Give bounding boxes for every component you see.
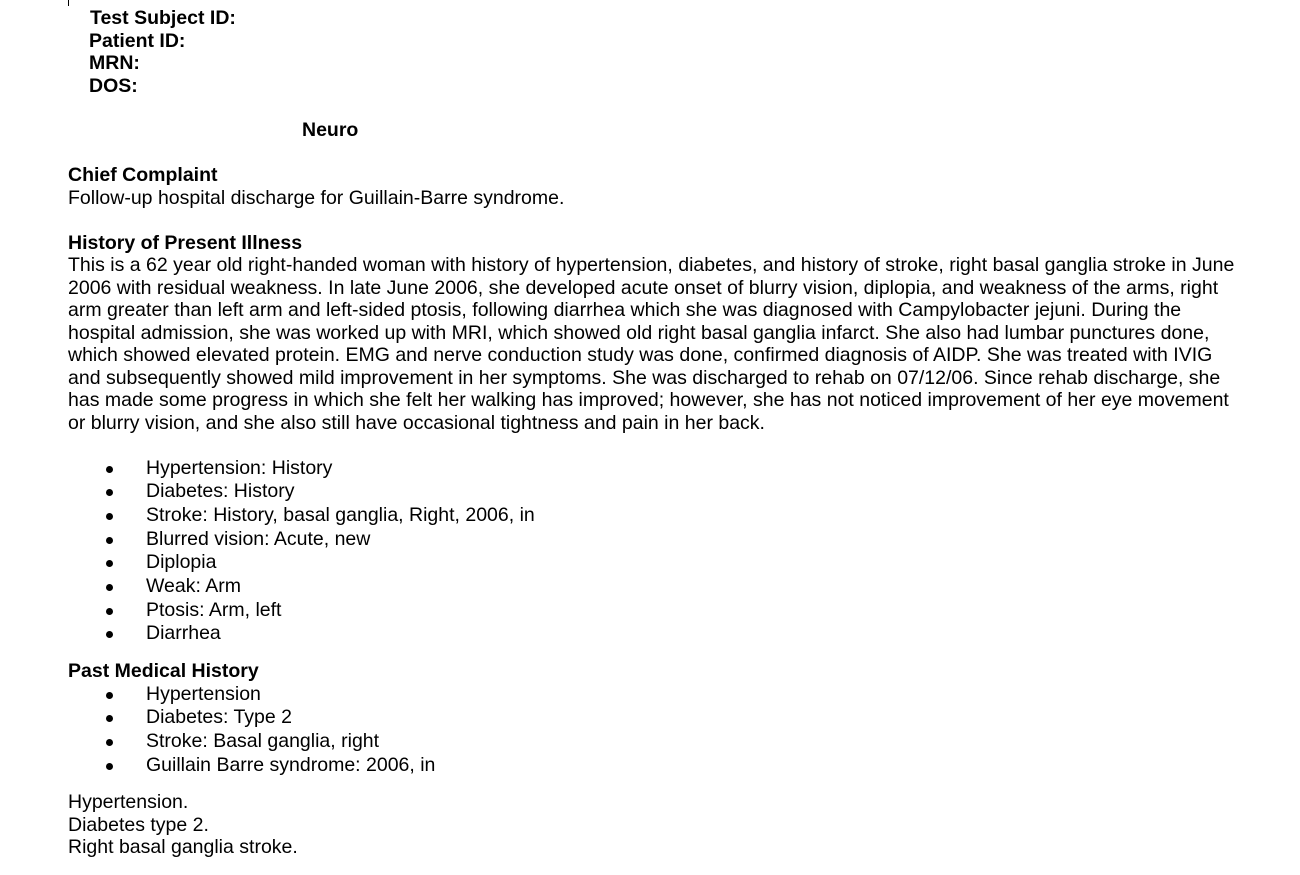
list-item-text: Guillain Barre syndrome: 2006, in bbox=[146, 753, 436, 776]
hpi-bullet-list bbox=[68, 457, 1240, 647]
bullet-icon bbox=[106, 537, 113, 544]
list-item bbox=[68, 575, 1240, 599]
list-item-text: Diplopia bbox=[146, 551, 217, 574]
list-item-text: Blurred vision: Acute, new bbox=[146, 527, 371, 550]
mrn-label: MRN: bbox=[89, 52, 140, 74]
patient-header bbox=[89, 7, 236, 97]
margin-mark bbox=[68, 0, 69, 6]
list-item bbox=[68, 622, 1240, 646]
list-item-text: Ptosis: Arm, left bbox=[146, 598, 282, 621]
list-item-text: Weak: Arm bbox=[146, 575, 241, 598]
list-item-text: Stroke: History, basal ganglia, Right, 2006, in bbox=[146, 503, 535, 526]
hpi-text: This is a 62 year old right-handed woman with history of hypertension, diabetes, and history of stroke, right basal ganglia stroke in June 2006 with residual weakness. In late June 2006, she developed acute onset of blurry vision, diplopia, and weakness of the arms, right arm greater than left arm and left-sided ptosis, following diarrhea which she was diagnosed with Campylobacter jejuni. During the hospital admission, she was worked up with MRI, which showed old right basal ganglia infarct. She also had lumbar punctures done, which showed elevated protein. EMG and nerve conduction study was done, confirmed diagnosis of AIDP. She was treated with IVIG and subsequently showed mild improvement in her symptoms. She was discharged to rehab on 07/12/06. Since rehab discharge, she has made some progress in which she felt her walking has improved; however, she has not noticed improvement of her eye movement or blurry vision, and she also still have occasional tightness and pain in her back. bbox=[68, 254, 1235, 434]
chief-complaint-text: Follow-up hospital discharge for Guillain-Barre syndrome. bbox=[68, 186, 565, 209]
bullet-icon bbox=[106, 631, 113, 638]
list-item bbox=[68, 457, 1240, 481]
list-item bbox=[68, 551, 1240, 575]
list-item bbox=[68, 730, 1240, 754]
list-item-text: Hypertension: History bbox=[146, 456, 333, 479]
bullet-icon bbox=[106, 489, 113, 496]
bullet-icon bbox=[106, 763, 113, 770]
bullet-icon bbox=[106, 715, 113, 722]
list-item bbox=[68, 504, 1240, 528]
bullet-icon bbox=[106, 584, 113, 591]
test-subject-id-label: Test Subject ID: bbox=[90, 7, 236, 29]
list-item bbox=[68, 683, 1240, 707]
pmh-bullet-list bbox=[68, 683, 1240, 778]
list-item bbox=[68, 480, 1240, 504]
dos-label: DOS: bbox=[89, 74, 138, 97]
pmh-line: Hypertension. bbox=[68, 791, 189, 814]
bullet-icon bbox=[106, 513, 113, 520]
bullet-icon bbox=[106, 560, 113, 567]
list-item-text: Hypertension bbox=[146, 682, 261, 705]
list-item-text: Stroke: Basal ganglia, right bbox=[146, 730, 380, 753]
bullet-icon bbox=[106, 466, 113, 473]
pmh-heading: Past Medical History bbox=[68, 660, 259, 683]
bullet-icon bbox=[106, 692, 113, 699]
hpi-heading: History of Present Illness bbox=[68, 231, 303, 254]
list-item-text: Diabetes: History bbox=[146, 480, 295, 503]
list-item bbox=[68, 528, 1240, 552]
chief-complaint-heading: Chief Complaint bbox=[68, 164, 218, 186]
list-item bbox=[68, 599, 1240, 623]
pmh-line: Diabetes type 2. bbox=[68, 813, 209, 836]
bullet-icon bbox=[106, 608, 113, 615]
list-item-text: Diabetes: Type 2 bbox=[146, 706, 292, 729]
patient-id-label: Patient ID: bbox=[89, 29, 186, 52]
document-title: Neuro bbox=[302, 119, 359, 141]
bullet-icon bbox=[106, 739, 113, 746]
list-item bbox=[68, 706, 1240, 730]
pmh-line: Right basal ganglia stroke. bbox=[68, 836, 298, 859]
list-item bbox=[68, 754, 1240, 778]
list-item-text: Diarrhea bbox=[146, 622, 221, 645]
note-body bbox=[68, 164, 1240, 859]
